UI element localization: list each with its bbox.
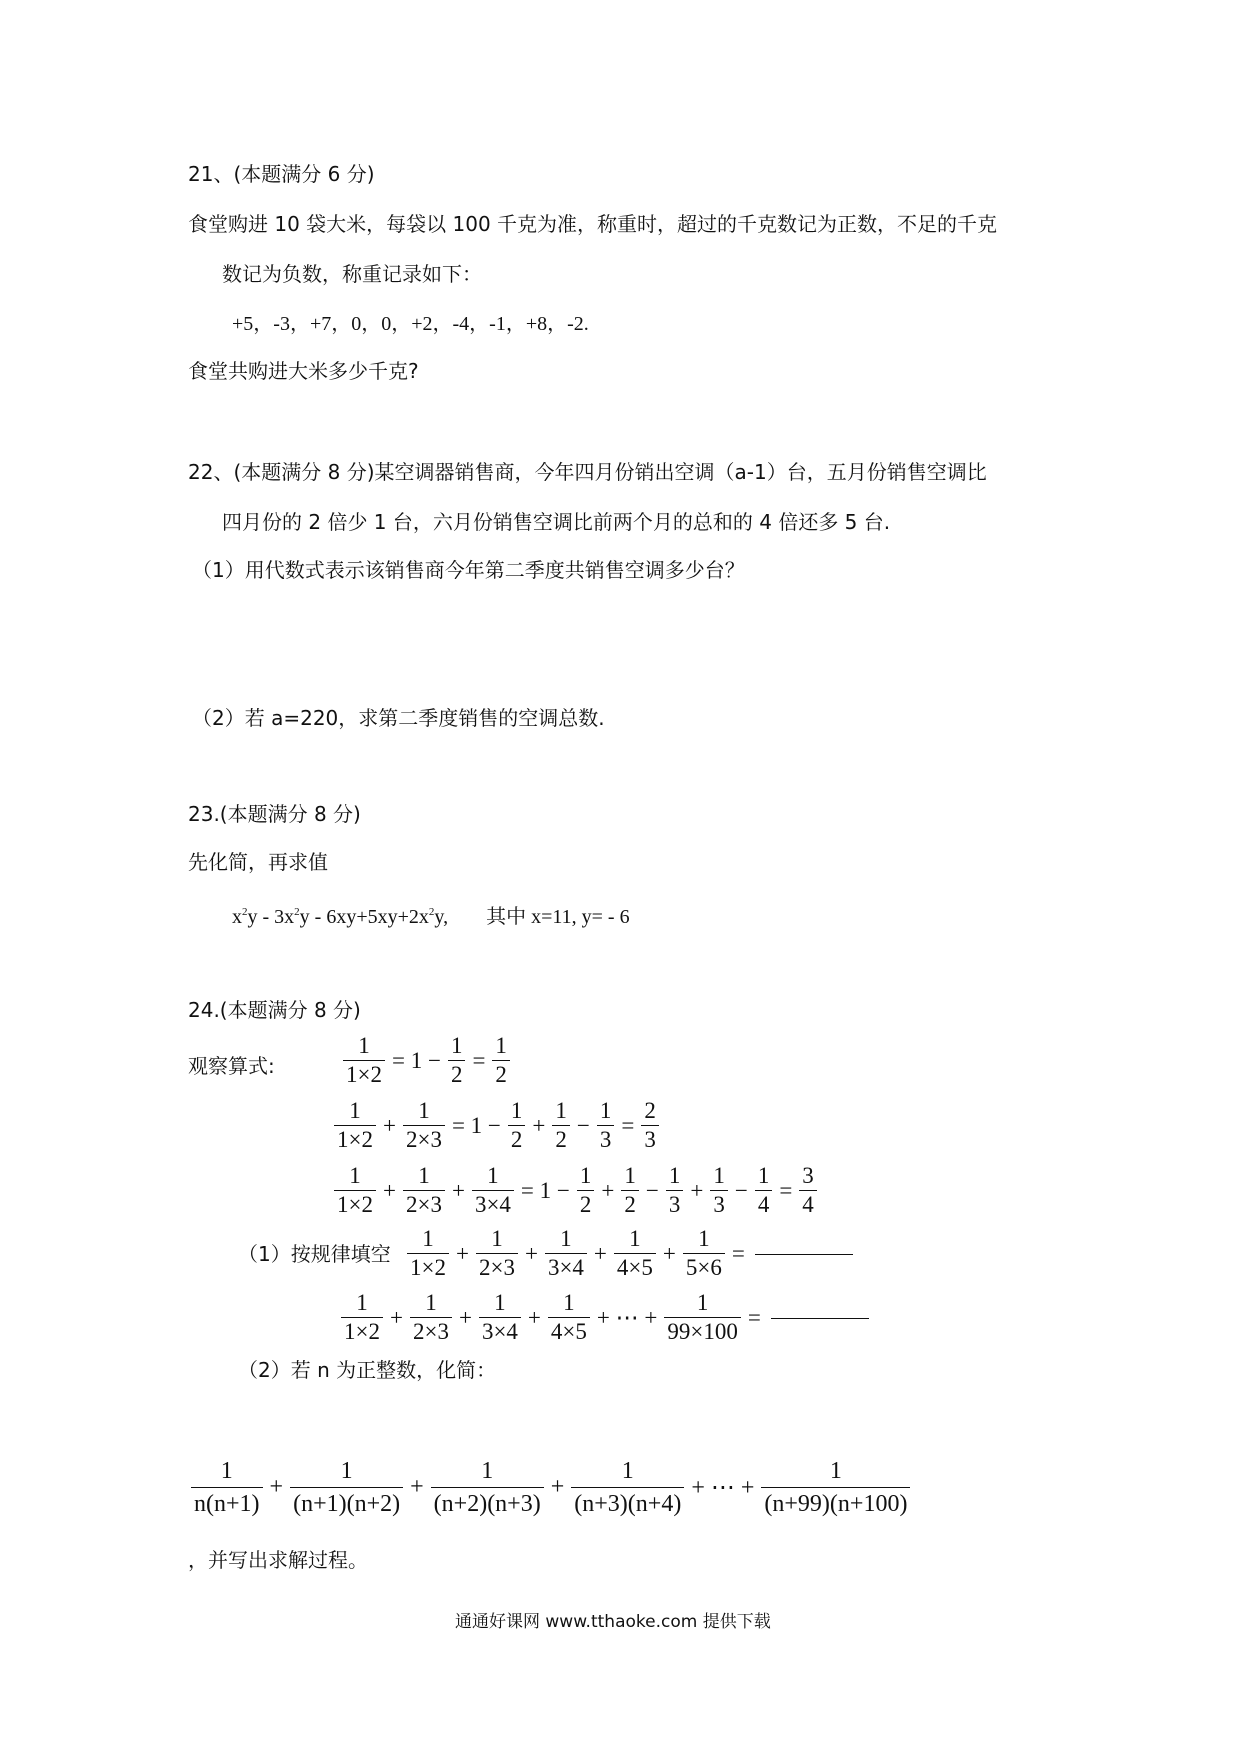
operator: + <box>455 1240 469 1266</box>
operator: + <box>410 1474 424 1500</box>
fraction-numerator: 1 <box>563 1290 575 1315</box>
fraction-numerator: 1 <box>698 1226 710 1251</box>
operator: − <box>576 1112 590 1138</box>
operator: + <box>662 1240 676 1266</box>
operator: = <box>731 1240 745 1266</box>
operator: + <box>458 1304 472 1330</box>
fraction <box>614 1226 656 1281</box>
fraction-numerator: 1 <box>599 1098 612 1123</box>
fraction-numerator: 1 <box>349 1098 361 1123</box>
fraction-denominator: 3 <box>710 1190 728 1218</box>
operator: = <box>747 1304 761 1330</box>
fraction-numerator: 1 <box>340 1458 353 1484</box>
operator: − <box>734 1177 748 1203</box>
fraction-numerator: 1 <box>349 1163 361 1188</box>
fraction-numerator: 1 <box>629 1226 641 1251</box>
operator: + <box>269 1474 284 1500</box>
fraction: $\frac{1}{2}$ <box>448 1033 466 1088</box>
q21-line1: 食堂购进 10 袋大米，每袋以 100 千克为准，称重时，超过的千克数记为正数，不足的千克 <box>188 212 998 236</box>
q22-line1: 22、(本题满分 8 分)某空调器销售商，今年四月份销出空调（a-1）台，五月份销售空调比 <box>188 460 987 484</box>
fraction <box>410 1290 452 1345</box>
fraction-denominator: 2×3 <box>410 1317 452 1345</box>
fraction <box>334 1098 376 1153</box>
fraction-numerator: 1 <box>579 1163 592 1188</box>
fraction-denominator: 3 <box>597 1125 615 1153</box>
fraction-denominator: 3×4 <box>545 1253 587 1281</box>
operator: + ⋯ + <box>596 1304 658 1330</box>
page-footer: 通通好课网 www.tthaoke.com 提供下载 <box>455 1612 771 1632</box>
fraction-numerator: 3 <box>802 1163 814 1188</box>
fraction <box>290 1456 403 1519</box>
operator: + <box>690 1177 704 1203</box>
fraction-numerator: 2 <box>644 1098 656 1123</box>
fraction-denominator: (n+3)(n+4) <box>571 1487 684 1519</box>
q24-fill-eq1 <box>404 1226 853 1281</box>
operator: + <box>527 1304 541 1330</box>
fraction-denominator: 3 <box>641 1125 659 1153</box>
q22-part2: （2）若 a=220，求第二季度销售的空调总数. <box>192 706 605 730</box>
fraction-denominator: 4 <box>755 1190 773 1218</box>
q21-data: +5，-3，+7，0，0，+2，-4，-1，+8，-2. <box>232 313 589 335</box>
fraction <box>552 1098 570 1153</box>
operator: + <box>601 1177 615 1203</box>
operator: = <box>621 1112 635 1138</box>
fraction-denominator: 1×2 <box>334 1125 376 1153</box>
operator: + <box>382 1177 396 1203</box>
fraction <box>641 1098 659 1153</box>
operator: + <box>532 1112 546 1138</box>
fraction <box>341 1290 383 1345</box>
q22-part1: （1）用代数式表示该销售商今年第二季度共销售空调多少台？ <box>192 558 745 582</box>
q23-instruction: 先化简，再求值 <box>188 850 328 874</box>
q24-part1-label: （1）按规律填空 <box>238 1242 391 1266</box>
fraction-denominator: 4×5 <box>614 1253 656 1281</box>
fraction <box>334 1163 376 1218</box>
fraction-denominator: 4×5 <box>548 1317 590 1345</box>
fraction-denominator: 1×2 <box>407 1253 449 1281</box>
operator: + <box>382 1112 396 1138</box>
operator: + <box>451 1177 465 1203</box>
fraction-denominator: 2 <box>577 1190 595 1218</box>
answer-blank[interactable] <box>771 1317 869 1319</box>
fraction <box>431 1456 544 1519</box>
q24-observe-eq1: $\frac{1}{1\times 2}$ = 1 − $\frac{1}{2}$ = $\frac{1}{2}$ <box>340 1033 513 1088</box>
fraction-numerator: 1 <box>713 1163 725 1188</box>
fraction-denominator: 2 <box>621 1190 639 1218</box>
fraction <box>191 1456 263 1519</box>
q23-condition: 其中 x=11, y= - 6 <box>486 906 630 928</box>
q21-header: 21、(本题满分 6 分) <box>188 162 375 186</box>
q24-observe-label: 观察算式: <box>188 1054 275 1078</box>
fraction <box>479 1290 521 1345</box>
q23-header: 23.(本题满分 8 分) <box>188 802 361 826</box>
fraction-denominator: 2×3 <box>476 1253 518 1281</box>
fraction-denominator: 1×2 <box>341 1317 383 1345</box>
fraction <box>545 1226 587 1281</box>
fraction-denominator: (n+99)(n+100) <box>761 1487 910 1519</box>
fraction-denominator: 2×3 <box>403 1190 445 1218</box>
fraction <box>799 1163 817 1218</box>
fraction-numerator: 1 <box>481 1458 494 1484</box>
operator: − <box>645 1177 659 1203</box>
operator: = <box>779 1177 793 1203</box>
fraction-denominator: 2 <box>508 1125 526 1153</box>
fraction <box>548 1290 590 1345</box>
fraction <box>761 1456 910 1519</box>
q21-line2: 数记为负数，称重记录如下： <box>222 262 482 286</box>
fraction-denominator: n(n+1) <box>191 1487 263 1519</box>
operator: + <box>389 1304 403 1330</box>
fraction-denominator: (n+2)(n+3) <box>431 1487 544 1519</box>
fraction <box>508 1098 526 1153</box>
fraction-denominator: 1×2 <box>334 1190 376 1218</box>
fraction-denominator: 3 <box>666 1190 684 1218</box>
fraction-numerator: 1 <box>491 1226 503 1251</box>
fraction <box>666 1163 684 1218</box>
fraction-numerator: 1 <box>696 1290 709 1315</box>
fraction-numerator: 1 <box>555 1098 567 1123</box>
fraction <box>577 1163 595 1218</box>
operator: + <box>524 1240 538 1266</box>
operator: = 1 − <box>520 1177 570 1203</box>
fraction-numerator: 1 <box>510 1098 523 1123</box>
fraction <box>755 1163 773 1218</box>
fraction-numerator: 1 <box>356 1290 368 1315</box>
operator: + <box>550 1474 565 1500</box>
fraction <box>571 1456 684 1519</box>
fraction-numerator: 1 <box>829 1458 842 1484</box>
fraction-numerator: 1 <box>757 1163 770 1188</box>
fraction <box>407 1226 449 1281</box>
fraction-denominator: 3×4 <box>472 1190 514 1218</box>
operator: = 1 − <box>451 1112 501 1138</box>
q24-ending: ，并写出求解过程。 <box>188 1548 368 1572</box>
fraction <box>403 1163 445 1218</box>
fraction-numerator: 1 <box>494 1290 506 1315</box>
fraction-numerator: 1 <box>621 1458 634 1484</box>
fraction-denominator: 3×4 <box>479 1317 521 1345</box>
fraction-numerator: 1 <box>418 1163 430 1188</box>
fraction <box>664 1290 740 1345</box>
fraction-numerator: 1 <box>418 1098 430 1123</box>
q24-part2-label: （2）若 n 为正整数，化简： <box>238 1358 497 1382</box>
q24-observe-eq3 <box>331 1163 820 1218</box>
fraction-numerator: 1 <box>668 1163 681 1188</box>
operator: + ⋯ + <box>691 1475 755 1501</box>
fraction-denominator: (n+1)(n+2) <box>290 1487 403 1519</box>
fraction <box>710 1163 728 1218</box>
fraction-numerator: 1 <box>560 1226 572 1251</box>
fraction-numerator: 1 <box>624 1163 636 1188</box>
fraction <box>597 1098 615 1153</box>
fraction <box>621 1163 639 1218</box>
fraction-denominator: 5×6 <box>683 1253 725 1281</box>
fraction-numerator: 1 <box>422 1226 434 1251</box>
fraction-denominator: 2×3 <box>403 1125 445 1153</box>
fraction <box>403 1098 445 1153</box>
operator: + <box>593 1240 607 1266</box>
fraction <box>683 1226 725 1281</box>
q24-simplify-eq <box>188 1456 913 1519</box>
fraction-denominator: 2 <box>552 1125 570 1153</box>
fraction: $\frac{1}{1\times 2}$ <box>343 1033 385 1088</box>
q24-observe-eq2 <box>331 1098 662 1153</box>
fraction-denominator: 4 <box>799 1190 817 1218</box>
fraction-denominator: 99×100 <box>664 1317 740 1345</box>
fraction <box>472 1163 514 1218</box>
fraction <box>476 1226 518 1281</box>
q21-question: 食堂共购进大米多少千克? <box>188 359 419 383</box>
q24-fill-eq2 <box>338 1290 869 1345</box>
q24-header: 24.(本题满分 8 分) <box>188 998 361 1022</box>
fraction-numerator: 1 <box>220 1458 233 1484</box>
q22-line2: 四月份的 2 倍少 1 台，六月份销售空调比前两个月的总和的 4 倍还多 5 台. <box>222 510 891 534</box>
fraction: $\frac{1}{2}$ <box>492 1033 510 1088</box>
answer-blank[interactable] <box>755 1253 853 1255</box>
fraction-numerator: 1 <box>425 1290 437 1315</box>
fraction-numerator: 1 <box>487 1163 499 1188</box>
q23-expression: $x^2y - 3x^2y - 6xy+5xy+2x^2y$, 其中 x=11, y= - 6 <box>232 906 630 928</box>
